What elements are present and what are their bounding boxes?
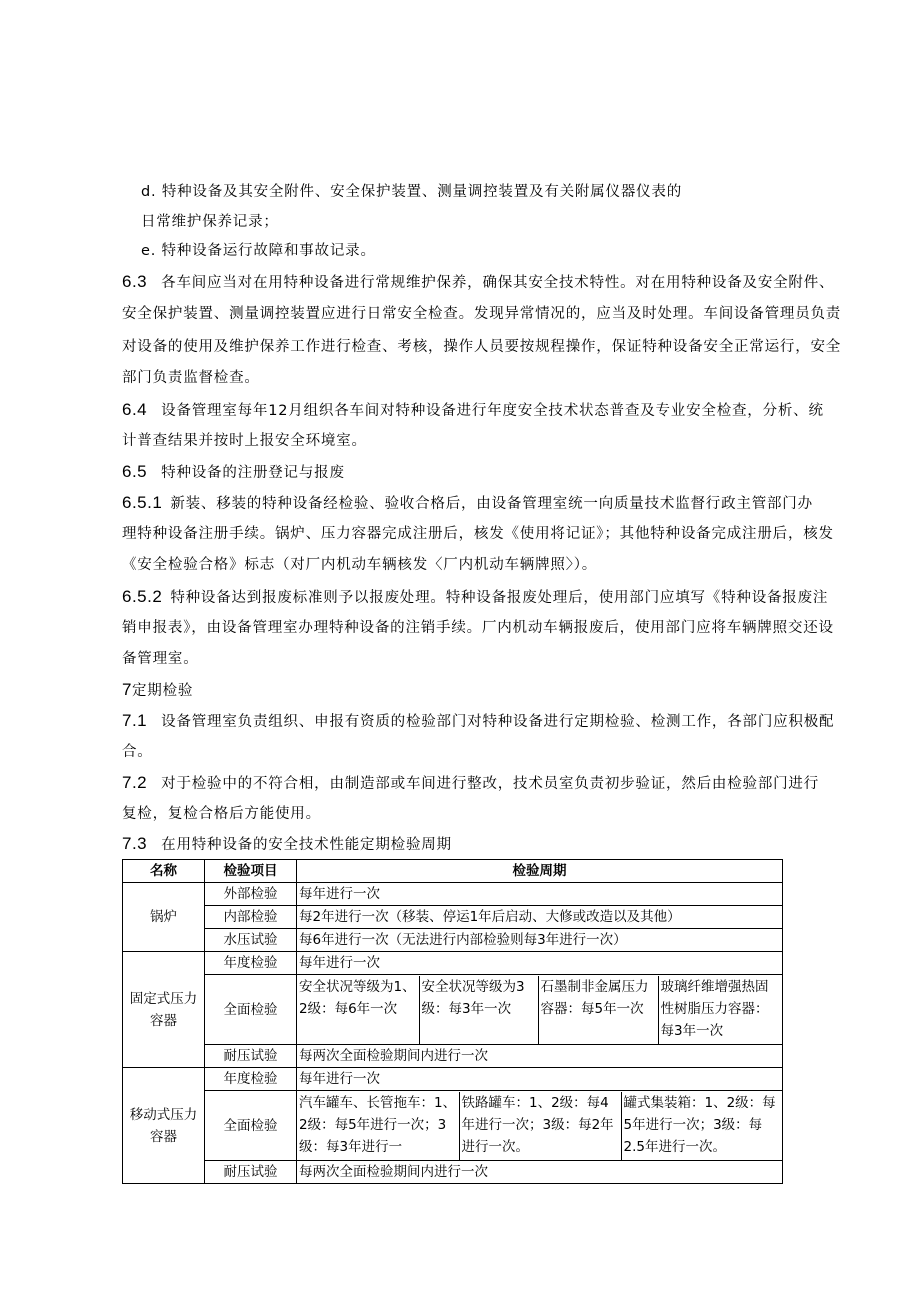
fixed-full-class12: 安全状况等级为1、2级：每6年一次 [299,978,416,1017]
fixed-full-graphite: 石墨制非金属压力容器：每5年一次 [538,976,658,1044]
section-6-5-2-line1 [122,587,828,608]
table-row [123,1091,783,1161]
boiler-hydro-item: 水压试验 [205,929,297,952]
section-number: 6.4 [122,400,148,419]
fixed-annual-period: 每年进行一次 [297,952,783,975]
section-6-5-2-line2: 销申报表》，由设备管理室办理特种设备的注销手续。厂内机动车辆报废后，使用部门应将车辆牌照交还设 [122,620,834,636]
inspection-period-table [122,859,783,1184]
section-text: 新装、移装的特种设备经检验、验收合格后，由设备管理室统一向质量技术监督行政主管部门办 [170,496,813,512]
section-text: 设备管理室每年12月组织各车间对特种设备进行年度安全技术状态普查及专业安全检查，分析、统 [161,403,824,419]
mobile-vessel-name: 移动式压力容器 [123,1068,205,1184]
section-7-1-line1 [122,711,834,732]
table-row [123,929,783,952]
section-6-3-line4: 部门负责监督检查。 [122,370,260,386]
fixed-full-frp: 玻璃纤维增强热固性树脂压力容器：每3年一次 [658,976,783,1044]
boiler-internal-period: 每2年进行一次（移装、停运1年后启动、大修或改造以及其他） [297,906,783,929]
section-text: 特种设备达到报废标准则予以报废处理。特种设备报废处理后，使用部门应填写《特种设备报废注 [170,590,829,606]
section-6-3-line2: 安全保护装置、测量调控装置应进行日常安全检查。发现异常情况的，应当及时处理。车间设备管理员负责 [122,306,842,322]
section-6-5-1-line3: 《安全检验合格》标志（对厂内机动车辆核发〈厂内机动车辆牌照〉）。 [122,557,598,573]
fixed-full-periods [297,975,783,1045]
boiler-hydro-period: 每6年进行一次（无法进行内部检验则每3年进行一次） [297,929,783,952]
table-row [123,1161,783,1184]
mobile-full-container: 罐式集装箱：1、2级：每5年进行一次；3级：每2.5年进行一次。 [621,1092,783,1160]
section-6-5-1-line2: 理特种设备注册手续。锅炉、压力容器完成注册后，核发《使用将记证》；其他特种设备完成注册后，核发 [122,526,834,542]
fixed-full-subtable [297,976,783,1044]
item-e: e. 特种设备运行故障和事故记录。 [141,243,376,259]
item-d-line1: d. 特种设备及其安全附件、安全保护装置、测量调控装置及有关附属仪器仪表的 [141,184,683,200]
table-row [123,975,783,1045]
section-number: 7.1 [122,711,148,730]
section-7-1-line2: 合。 [122,744,153,760]
section-7-3-title [122,834,452,855]
section-6-4-line1 [122,400,824,421]
mobile-full-rail: 铁路罐车：1、2级：每4年进行一次；3级：每2年进行一次。 [459,1092,621,1160]
section-number: 6.5.2 [122,587,163,606]
section-text: 特种设备的注册登记与报废 [161,465,345,481]
table-header-row [123,860,783,883]
section-text: 在用特种设备的安全技术性能定期检验周期 [161,837,452,853]
section-6-4-line2: 计普查结果并按时上报安全环境室。 [122,433,367,449]
boiler-external-item: 外部检验 [205,883,297,906]
section-text: 对于检验中的不符合相，由制造部或车间进行整改，技术员室负责初步验证，然后由检验部门进行 [161,776,820,792]
table-row [123,883,783,906]
section-number: 7.3 [122,834,148,853]
fixed-annual-item: 年度检验 [205,952,297,975]
table-row [123,952,783,975]
table-row [123,1045,783,1068]
mobile-annual-item: 年度检验 [205,1068,297,1091]
section-6-5-2-line3: 备管理室。 [122,651,199,667]
fixed-pressure-item: 耐压试验 [205,1045,297,1068]
section-number: 6.3 [122,272,148,291]
mobile-full-item: 全面检验 [205,1091,297,1161]
fixed-full-item: 全面检验 [205,975,297,1045]
section-text: 各车间应当对在用特种设备进行常规维护保养，确保其安全技术特性。对在用特种设备及安全附件、 [161,275,835,291]
section-6-5-1-line1 [122,493,813,514]
mobile-annual-period: 每年进行一次 [297,1068,783,1091]
header-name: 名称 [123,860,205,883]
fixed-vessel-name: 固定式压力容器 [123,952,205,1068]
header-item: 检验项目 [205,860,297,883]
mobile-pressure-item: 耐压试验 [205,1161,297,1184]
section-number: 7.2 [122,773,148,792]
boiler-internal-item: 内部检验 [205,906,297,929]
boiler-name: 锅炉 [123,883,205,952]
section-7-title [122,680,193,701]
mobile-full-subtable [297,1092,783,1160]
section-number: 6.5 [122,462,148,481]
table-row [123,1068,783,1091]
section-6-3-line1 [122,272,834,293]
item-d-line2: 日常维护保养记录； [141,214,279,230]
section-number: 7 [122,680,132,699]
boiler-external-period: 每年进行一次 [297,883,783,906]
section-text: 设备管理室负责组织、申报有资质的检验部门对特种设备进行定期检验、检测工作，各部门应积极配 [161,714,835,730]
section-6-5-title [122,462,345,483]
section-7-2-line1 [122,773,819,794]
section-number: 6.5.1 [122,493,163,512]
header-period: 检验周期 [297,860,783,883]
table-row [123,906,783,929]
mobile-full-periods [297,1091,783,1161]
fixed-full-class3: 安全状况等级为3级：每3年一次 [419,976,538,1044]
mobile-full-truck: 汽车罐车、长管拖车：1、2级：每5年进行一次；3级：每3年进行一 [299,1094,457,1155]
mobile-pressure-period: 每两次全面检验期间内进行一次 [297,1161,783,1184]
fixed-pressure-period: 每两次全面检验期间内进行一次 [297,1045,783,1068]
section-6-3-line3: 对设备的使用及维护保养工作进行检查、考核，操作人员要按规程操作，保证特种设备安全正常运行，安全 [122,339,842,355]
section-text: 定期检验 [131,683,194,699]
section-7-2-line2: 复检，复检合格后方能使用。 [122,806,321,822]
